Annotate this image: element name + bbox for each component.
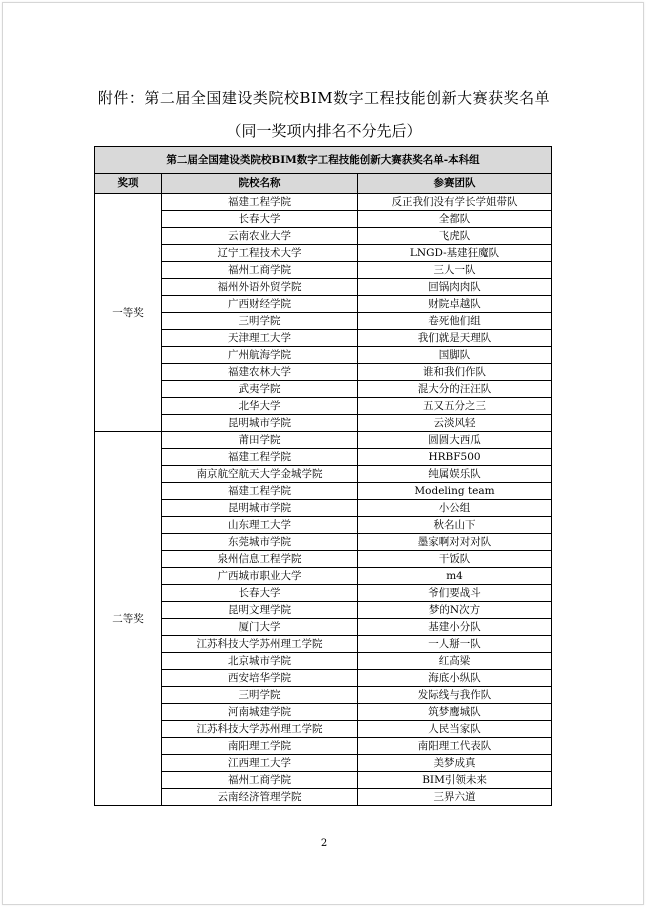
team-cell: 回锅肉肉队 xyxy=(358,279,552,296)
school-cell: 莆田学院 xyxy=(162,432,358,449)
document-title: 附件：第二届全国建设类院校BIM数字工程技能创新大赛获奖名单 xyxy=(97,89,551,107)
school-cell: 北京城市学院 xyxy=(162,653,358,670)
table-row xyxy=(95,551,552,568)
team-cell: 国脚队 xyxy=(358,347,552,364)
table-row xyxy=(95,653,552,670)
table-row xyxy=(95,245,552,262)
table-row xyxy=(95,415,552,432)
table-row xyxy=(95,466,552,483)
table-row xyxy=(95,313,552,330)
school-cell: 广西财经学院 xyxy=(162,296,358,313)
table-row xyxy=(95,619,552,636)
table-row xyxy=(95,398,552,415)
table-row xyxy=(95,687,552,704)
table-row xyxy=(95,483,552,500)
team-cell: 美梦成真 xyxy=(358,755,552,772)
school-cell: 东莞城市学院 xyxy=(162,534,358,551)
school-cell: 西安培华学院 xyxy=(162,670,358,687)
team-cell: 南阳理工代表队 xyxy=(358,738,552,755)
school-cell: 南京航空航天大学金城学院 xyxy=(162,466,358,483)
school-cell: 福建工程学院 xyxy=(162,194,358,211)
table-row xyxy=(95,721,552,738)
school-cell: 云南农业大学 xyxy=(162,228,358,245)
table-row xyxy=(95,789,552,806)
school-cell: 南阳理工学院 xyxy=(162,738,358,755)
table-title-row xyxy=(95,147,552,174)
team-cell: 人民当家队 xyxy=(358,721,552,738)
table-row xyxy=(95,296,552,313)
table-row xyxy=(95,704,552,721)
table-row xyxy=(95,500,552,517)
team-cell: 谁和我们作队 xyxy=(358,364,552,381)
table-header-row xyxy=(95,174,552,194)
team-cell: HRBF500 xyxy=(358,449,552,466)
school-cell: 福州工商学院 xyxy=(162,772,358,789)
school-cell: 昆明文理学院 xyxy=(162,602,358,619)
table-row xyxy=(95,568,552,585)
team-cell: 梦的N次方 xyxy=(358,602,552,619)
school-cell: 泉州信息工程学院 xyxy=(162,551,358,568)
team-cell: 基建小分队 xyxy=(358,619,552,636)
team-cell: m4 xyxy=(358,568,552,585)
table-row xyxy=(95,585,552,602)
team-cell: 反正我们没有学长学姐带队 xyxy=(358,194,552,211)
school-cell: 武夷学院 xyxy=(162,381,358,398)
team-cell: 飞虎队 xyxy=(358,228,552,245)
header-team: 参赛团队 xyxy=(358,174,552,194)
team-cell: BIM引领未来 xyxy=(358,772,552,789)
team-cell: 小公组 xyxy=(358,500,552,517)
table-row xyxy=(95,211,552,228)
team-cell: 云淡风轻 xyxy=(358,415,552,432)
table-row xyxy=(95,738,552,755)
team-cell: Modeling team xyxy=(358,483,552,500)
table-row xyxy=(95,534,552,551)
table-row xyxy=(95,347,552,364)
school-cell: 福州工商学院 xyxy=(162,262,358,279)
table-row xyxy=(95,381,552,398)
school-cell: 昆明城市学院 xyxy=(162,500,358,517)
school-cell: 福建工程学院 xyxy=(162,483,358,500)
team-cell: 全都队 xyxy=(358,211,552,228)
team-cell: 圆圆大西瓜 xyxy=(358,432,552,449)
team-cell: 五又五分之三 xyxy=(358,398,552,415)
table-row xyxy=(95,670,552,687)
table-row xyxy=(95,330,552,347)
table-title: 第二届全国建设类院校BIM数字工程技能创新大赛获奖名单-本科组 xyxy=(95,147,552,174)
page-number: 2 xyxy=(320,838,328,849)
school-cell: 长春大学 xyxy=(162,211,358,228)
school-cell: 福建工程学院 xyxy=(162,449,358,466)
school-cell: 三明学院 xyxy=(162,687,358,704)
team-cell: 纯属娱乐队 xyxy=(358,466,552,483)
team-cell: 三界六道 xyxy=(358,789,552,806)
table-row xyxy=(95,432,552,449)
team-cell: 发际线与我作队 xyxy=(358,687,552,704)
team-cell: 海底小纵队 xyxy=(358,670,552,687)
team-cell: 墨家啊对对对队 xyxy=(358,534,552,551)
header-award: 奖项 xyxy=(95,174,162,194)
school-cell: 江苏科技大学苏州理工学院 xyxy=(162,721,358,738)
school-cell: 江西理工大学 xyxy=(162,755,358,772)
header-school: 院校名称 xyxy=(162,174,358,194)
team-cell: 秋名山下 xyxy=(358,517,552,534)
school-cell: 辽宁工程技术大学 xyxy=(162,245,358,262)
school-cell: 厦门大学 xyxy=(162,619,358,636)
table-row xyxy=(95,636,552,653)
table-row xyxy=(95,755,552,772)
document-subtitle: （同一奖项内排名不分先后） xyxy=(226,122,422,140)
school-cell: 天津理工大学 xyxy=(162,330,358,347)
school-cell: 长春大学 xyxy=(162,585,358,602)
table-row xyxy=(95,517,552,534)
school-cell: 山东理工大学 xyxy=(162,517,358,534)
school-cell: 河南城建学院 xyxy=(162,704,358,721)
school-cell: 昆明城市学院 xyxy=(162,415,358,432)
table-row xyxy=(95,262,552,279)
table-row xyxy=(95,194,552,211)
table-row xyxy=(95,228,552,245)
award-cell: 二等奖 xyxy=(95,432,162,806)
team-cell: 财院卓越队 xyxy=(358,296,552,313)
school-cell: 广州航海学院 xyxy=(162,347,358,364)
team-cell: 爷们要战斗 xyxy=(358,585,552,602)
school-cell: 三明学院 xyxy=(162,313,358,330)
team-cell: LNGD-基建狂魔队 xyxy=(358,245,552,262)
team-cell: 干饭队 xyxy=(358,551,552,568)
table-row xyxy=(95,449,552,466)
table-row xyxy=(95,279,552,296)
school-cell: 北华大学 xyxy=(162,398,358,415)
team-cell: 卷死他们组 xyxy=(358,313,552,330)
table-row xyxy=(95,602,552,619)
school-cell: 广西城市职业大学 xyxy=(162,568,358,585)
team-cell: 筑梦鹰城队 xyxy=(358,704,552,721)
team-cell: 混大分的汪汪队 xyxy=(358,381,552,398)
table-row xyxy=(95,364,552,381)
team-cell: 三人一队 xyxy=(358,262,552,279)
team-cell: 红高梁 xyxy=(358,653,552,670)
table-row xyxy=(95,772,552,789)
school-cell: 福州外语外贸学院 xyxy=(162,279,358,296)
school-cell: 云南经济管理学院 xyxy=(162,789,358,806)
team-cell: 我们就是天理队 xyxy=(358,330,552,347)
school-cell: 福建农林大学 xyxy=(162,364,358,381)
team-cell: 一人掰一队 xyxy=(358,636,552,653)
school-cell: 江苏科技大学苏州理工学院 xyxy=(162,636,358,653)
award-cell: 一等奖 xyxy=(95,194,162,432)
awards-table xyxy=(94,146,552,806)
